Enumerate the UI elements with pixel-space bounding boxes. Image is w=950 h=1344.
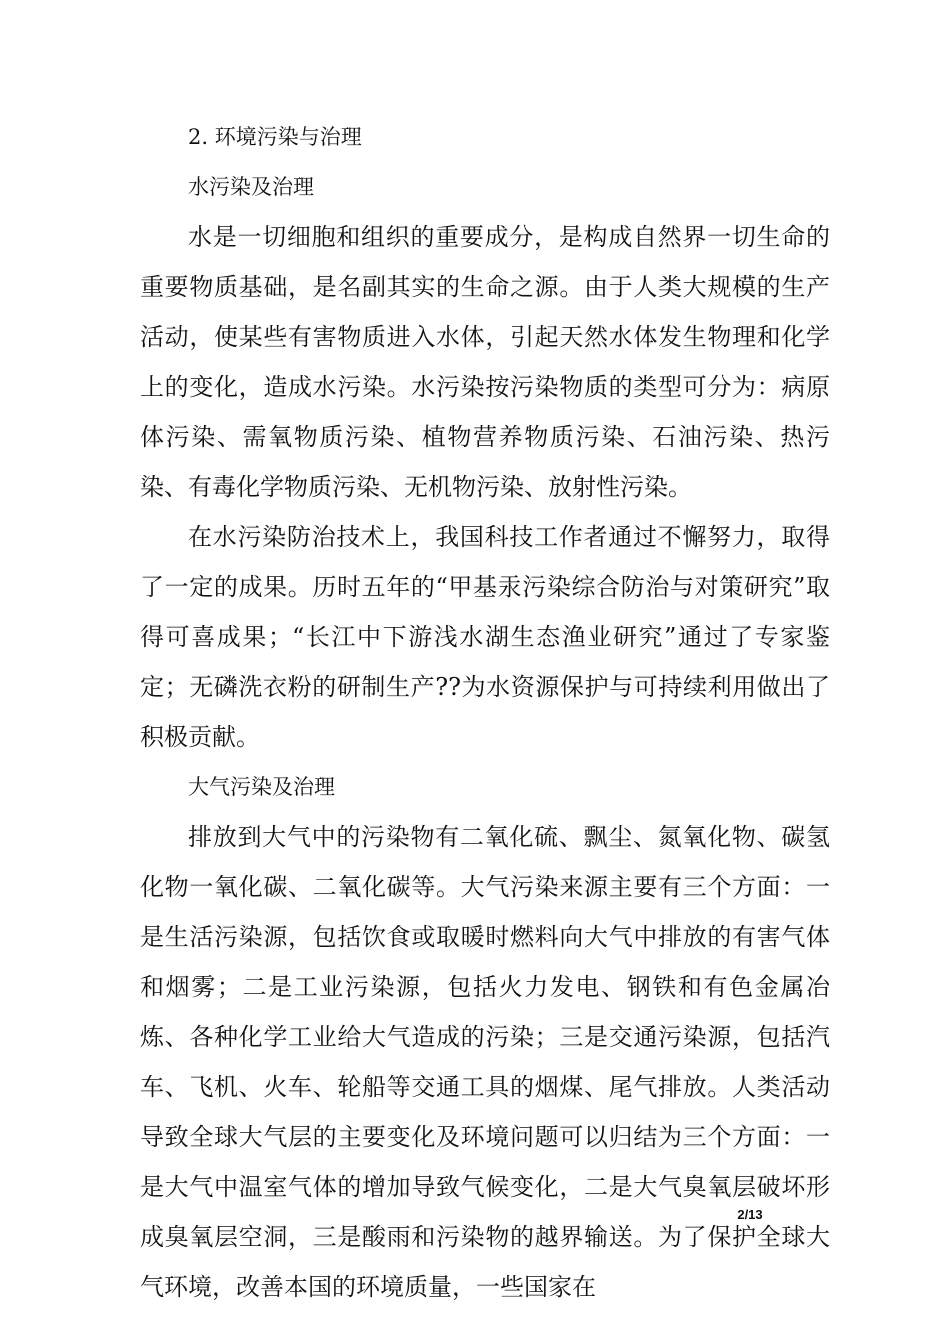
section-title: 2. 环境污染与治理 <box>188 125 362 149</box>
paragraph-water-treatment: 在水污染防治技术上，我国科技工作者通过不懈努力，取得了一定的成果。历时五年的“甲基汞污染综合防治与对策研究”取得可喜成果；“长江中下游浅水湖生态渔业研究”通过了专家鉴定；无磷洗衣粉的研制生产??为水资源保护与可持续利用做出了积极贡献。 <box>140 523 830 751</box>
subsection-title-air: 大气污染及治理 <box>188 775 335 799</box>
subsection-title-water: 水污染及治理 <box>188 175 314 199</box>
document-body <box>140 112 830 1312</box>
paragraph-water-pollution: 水是一切细胞和组织的重要成分，是构成自然界一切生命的重要物质基础，是名副其实的生命之源。由于人类大规模的生产活动，使某些有害物质进入水体，引起天然水体发生物理和化学上的变化，造成水污染。水污染按污染物质的类型可分为：病原体污染、需氧物质污染、植物营养物质污染、石油污染、热污染、有毒化学物质污染、无机物污染、放射性污染。 <box>140 223 830 501</box>
paragraph-air-pollution: 排放到大气中的污染物有二氧化硫、飘尘、氮氧化物、碳氢化物一氧化碳、二氧化碳等。大气污染来源主要有三个方面：一是生活污染源，包括饮食或取暖时燃料向大气中排放的有害气体和烟雾；二是工业污染源，包括火力发电、钢铁和有色金属冶炼、各种化学工业给大气造成的污染；三是交通污染源，包括汽车、飞机、火车、轮船等交通工具的烟煤、尾气排放。人类活动导致全球大气层的主要变化及环境问题可以归结为三个方面：一是大气中温室气体的增加导致气候变化，二是大气臭氧层破坏形成臭氧层空洞，三是酸雨和污染物的越界输送。为了保护全球大气环境，改善本国的环境质量，一些国家在 <box>140 823 830 1301</box>
page-number: 2/13 <box>737 1207 763 1222</box>
